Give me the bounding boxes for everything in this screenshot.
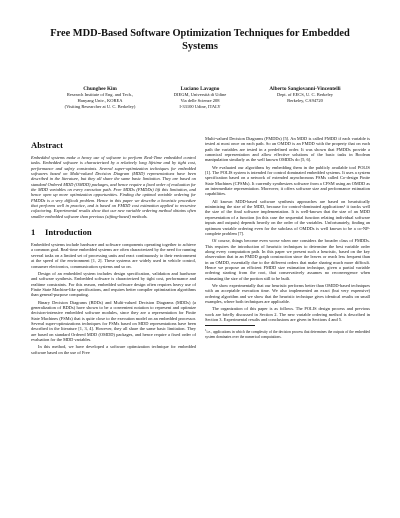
paper-title: Free MDD-Based Software Optimization Techniques for Embedded Systems <box>50 28 350 52</box>
right-column <box>205 136 370 340</box>
intro-paragraph-2: Design of an embedded system includes design specification, validation and hardware and software synthesis. Embedded software is characterized by tight cost, performance and realtime constraints. For this reason, embedded software design often requires heavy use of Finite State Machine-like specifications, and requires better compiler optimization algorithms than general-purpose computing. <box>31 270 196 298</box>
introduction-heading <box>31 227 196 237</box>
author-affiliation-line: Dept. of EECS, U. C. Berkeley <box>276 92 334 98</box>
author-1 <box>55 86 145 109</box>
footnote-divider <box>205 325 255 326</box>
author-name: Luciano Lavagno <box>180 86 220 92</box>
footnote <box>205 328 370 339</box>
author-2 <box>155 86 245 109</box>
footnote-text: i.e., applications in which the complexity of the decision process that determines the outputs of the embedded system dominates over the numerical computations. <box>205 330 370 340</box>
left-column <box>31 140 196 357</box>
body-paragraph-4: Of course, things become even worse when one considers the broader class of FMDDs. This requires the introduction of heuristic techniques to determine the best variable order along every computation path. In this paper we present such a heuristic, based on the key observation that in an FMDD graph construction since the leaves or reach less frequent than in an OMDD, essentially due to the different orders that make sharing much more difficult. Hence we propose an efficient FMDD size estimation technique, given a partial variable ordering starting from the root, that conservatively assumes no reconvergence when estimating the size of the portion still to be built. <box>205 238 370 281</box>
author-affiliation-line: I-33100 Udine, ITALY <box>179 103 221 109</box>
intro-paragraph-4: In this method, we have developed a software optimization technique for embedded software based on the use of Free <box>31 344 196 355</box>
body-paragraph-6: The organization of this paper is as follows. The POLIS design process and previous work are briefly discussed in Section 2. The new variable ordering method is described in Section 3. Experimental results and conclusions are given in Sections 4 and 5. <box>205 306 370 322</box>
section-number: 1 <box>31 227 36 238</box>
body-paragraph-5: We show experimentally that our heuristic performs better than OMDD-based techniques with an acceptable execution time. We also implemented an exact (but very expensive) ordering algorithm and we show that the heuristic technique gives identical results on small examples, where both techniques are applicable. <box>205 282 370 304</box>
author-affiliation-line: Via delle Scienze 208 <box>180 98 220 103</box>
author-affiliation-line: Research Institute of Eng. and Tech., <box>66 92 134 98</box>
author-affiliation-line: Berkeley, CA94720 <box>287 98 323 103</box>
abstract-heading: Abstract <box>31 140 63 150</box>
author-3 <box>250 86 360 104</box>
author-affiliation-line: Hanyang Univ., KOREA <box>77 98 123 103</box>
footnote-mark: 1 <box>205 328 207 333</box>
author-name: Chunghee Kim <box>83 86 117 92</box>
body-paragraph-2: We evaluated our algorithms by embedding them in the publicly available tool POLIS [1]. The POLIS system is intended for control dominated embedded systems. It uses a system specification based on a network of extended asynchronous FSMs called Co-design Finite State Machines (CFSMs). It currently synthesizes software from a CFSM using an OMDD as an intermediate representation. Moreover, it offers software size and performance estimation capabilities. <box>205 164 370 197</box>
author-affiliation-line: (Visiting Researcher at U. C. Berkeley) <box>64 103 136 109</box>
abstract-text: Embedded systems make a heavy use of software to perform Real-Time embedded control tasks. Embedded software is characterized by a relatively long lifetime and by tight cost, performance and safety constraints. Several super-optimization techniques for embedded softwares based on Multi-valued Decision Diagram (MDD) representations have been described in the literature, but they all share the same basic limitation. They are based on standard Ordered MDD (OMDD) packages, and hence require a fixed order of evaluation for the MDD variables on every execution path. Free MDDs (FMDDs) lift this limitation, and hence open up more optimization opportunities. Finding the optimal variable ordering for FMDDs is a very difficult problem. Hence in this paper we describe a heuristic procedure that performs well in practice, and is based on FMDD cost estimation applied to recursive cofactoring. Experimental results show that our new variable ordering method obtains often smaller embedded software than previous (sifting-based) methods. <box>31 155 196 219</box>
section-title: Introduction <box>45 227 92 238</box>
author-affiliation-line: DIEGM, Università di Udine <box>173 92 227 98</box>
intro-paragraph-3: Binary Decision Diagrams (BDDs) and Multi-valued Decision Diagrams (MDDs) (a generalization of BDDs) have shown to be a convenient notation to represent and optimize decision-intensive embedded software modules, since they are a representation for Finite State Machines (FSMs) that is quite close to the execution model on an embedded processor. Several super-optimizations techniques for FSMs based on MDD representations have been described in the literature [1, 3, 4]. However, they all share the same basic limitation. They are based on standard Ordered MDD (OMDD) packages, and hence require a fixed order of evaluation for the MDD variables. <box>31 299 196 342</box>
author-name: Alberto Sangiovanni-Vincentelli <box>269 86 341 92</box>
body-paragraph-3: All known MDD-based software synthesis approaches are based on heuristically minimizing the size of the MDD, because for control-dominated applications¹ it tracks well the size of the final software implementation. It is well-known that the size of an MDD representation of a function (in this case the sequential function relating individual software inputs and outputs) depends heavily on the order of the variables. Unfortunately, finding an optimum variable ordering even for the subclass of OMDDs is well known to be a co-NP-complete problem [7]. <box>205 198 370 236</box>
intro-paragraph-1: Embedded systems include hardware and software components operating together to achieve a common goal. Real-time embedded systems are often characterized by the need for running several tasks on a limited set of processing units and react continuously to their environment at the speed of the environment [1, 2]. These systems are widely used in vehicle control, consumer electronics, communication systems and so on. <box>31 242 196 269</box>
body-paragraph-1: Multi-valued Decision Diagrams (FMDDs) [5]. An MDD is called FMDD if each variable is tested at most once on each path. So an OMDD is an FMDD with the property that on each path the variables are tested in a predefined order. It was shown that FMDDs provide a canonical representation and allow effective solutions of the basic tasks in Boolean manipulation similarly as the well known OMDDs do [5, 6]. <box>205 136 370 163</box>
